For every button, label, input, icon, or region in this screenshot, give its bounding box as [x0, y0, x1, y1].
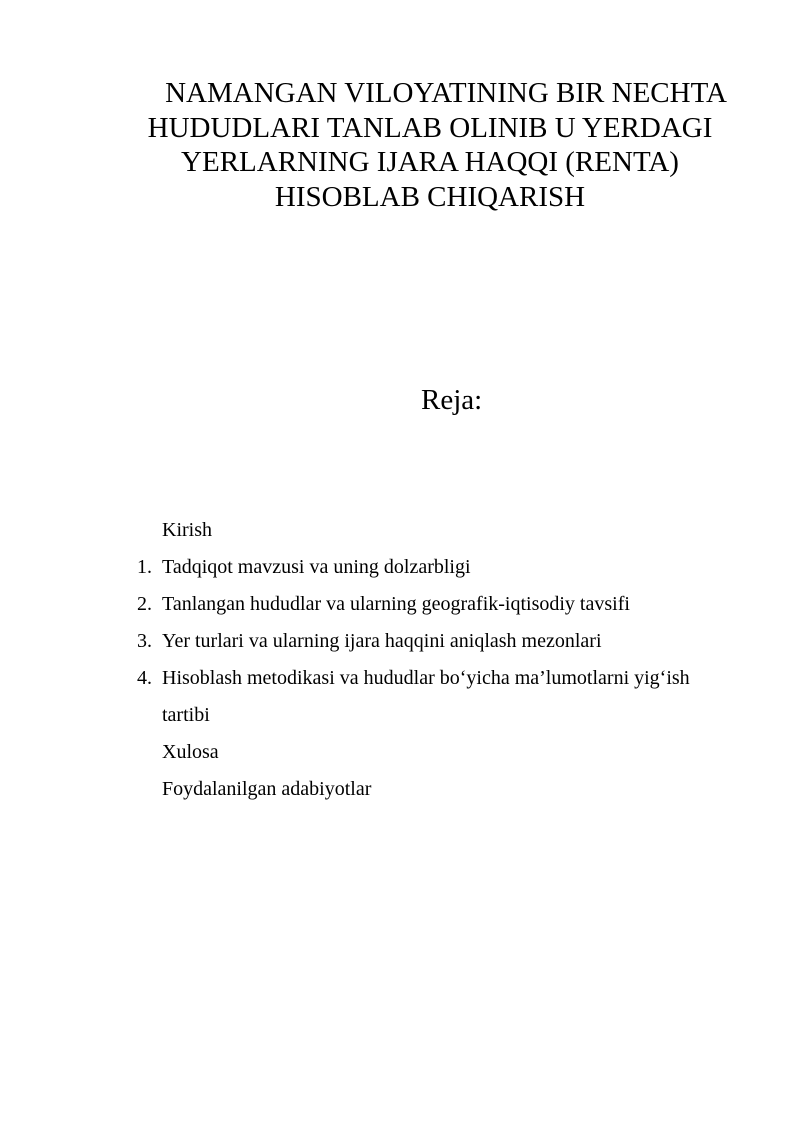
toc-item-number: 3. [137, 630, 152, 652]
toc-item-text: Foydalanilgan adabiyotlar [162, 778, 372, 800]
plan-heading: Reja: [421, 384, 483, 416]
toc-item-references [0, 771, 800, 808]
toc-item-text: Yer turlari va ularning ijara haqqini aniqlash mezonlari [162, 630, 602, 652]
toc-item-text: Tadqiqot mavzusi va uning dolzarbligi [162, 556, 471, 578]
toc-item-2 [0, 586, 800, 623]
toc-item-4 [0, 660, 800, 734]
toc-item-introduction [0, 512, 800, 549]
toc-item-text: Kirish [162, 519, 212, 541]
toc-item-text: Tanlangan hududlar va ularning geografik-iqtisodiy tavsifi [162, 593, 630, 615]
toc-item-number: 2. [137, 593, 152, 615]
toc-item-3 [0, 623, 800, 660]
toc-item-conclusion [0, 734, 800, 771]
toc-item-number: 4. [137, 667, 152, 689]
toc-item-1 [0, 549, 800, 586]
toc-item-text: Xulosa [162, 741, 219, 763]
toc-item-text: Hisoblash metodikasi va hududlar bo‘yicha ma’lumotlarni yig‘ish tartibi [162, 667, 690, 726]
document-title: NAMANGAN VILOYATINING BIR NECHTA HUDUDLARI TANLAB OLINIB U YERDAGI YERLARNING IJARA HAQQI (RENTA) HISOBLAB CHIQARISH [147, 77, 727, 213]
toc-item-number: 1. [137, 556, 152, 578]
table-of-contents [0, 512, 800, 808]
